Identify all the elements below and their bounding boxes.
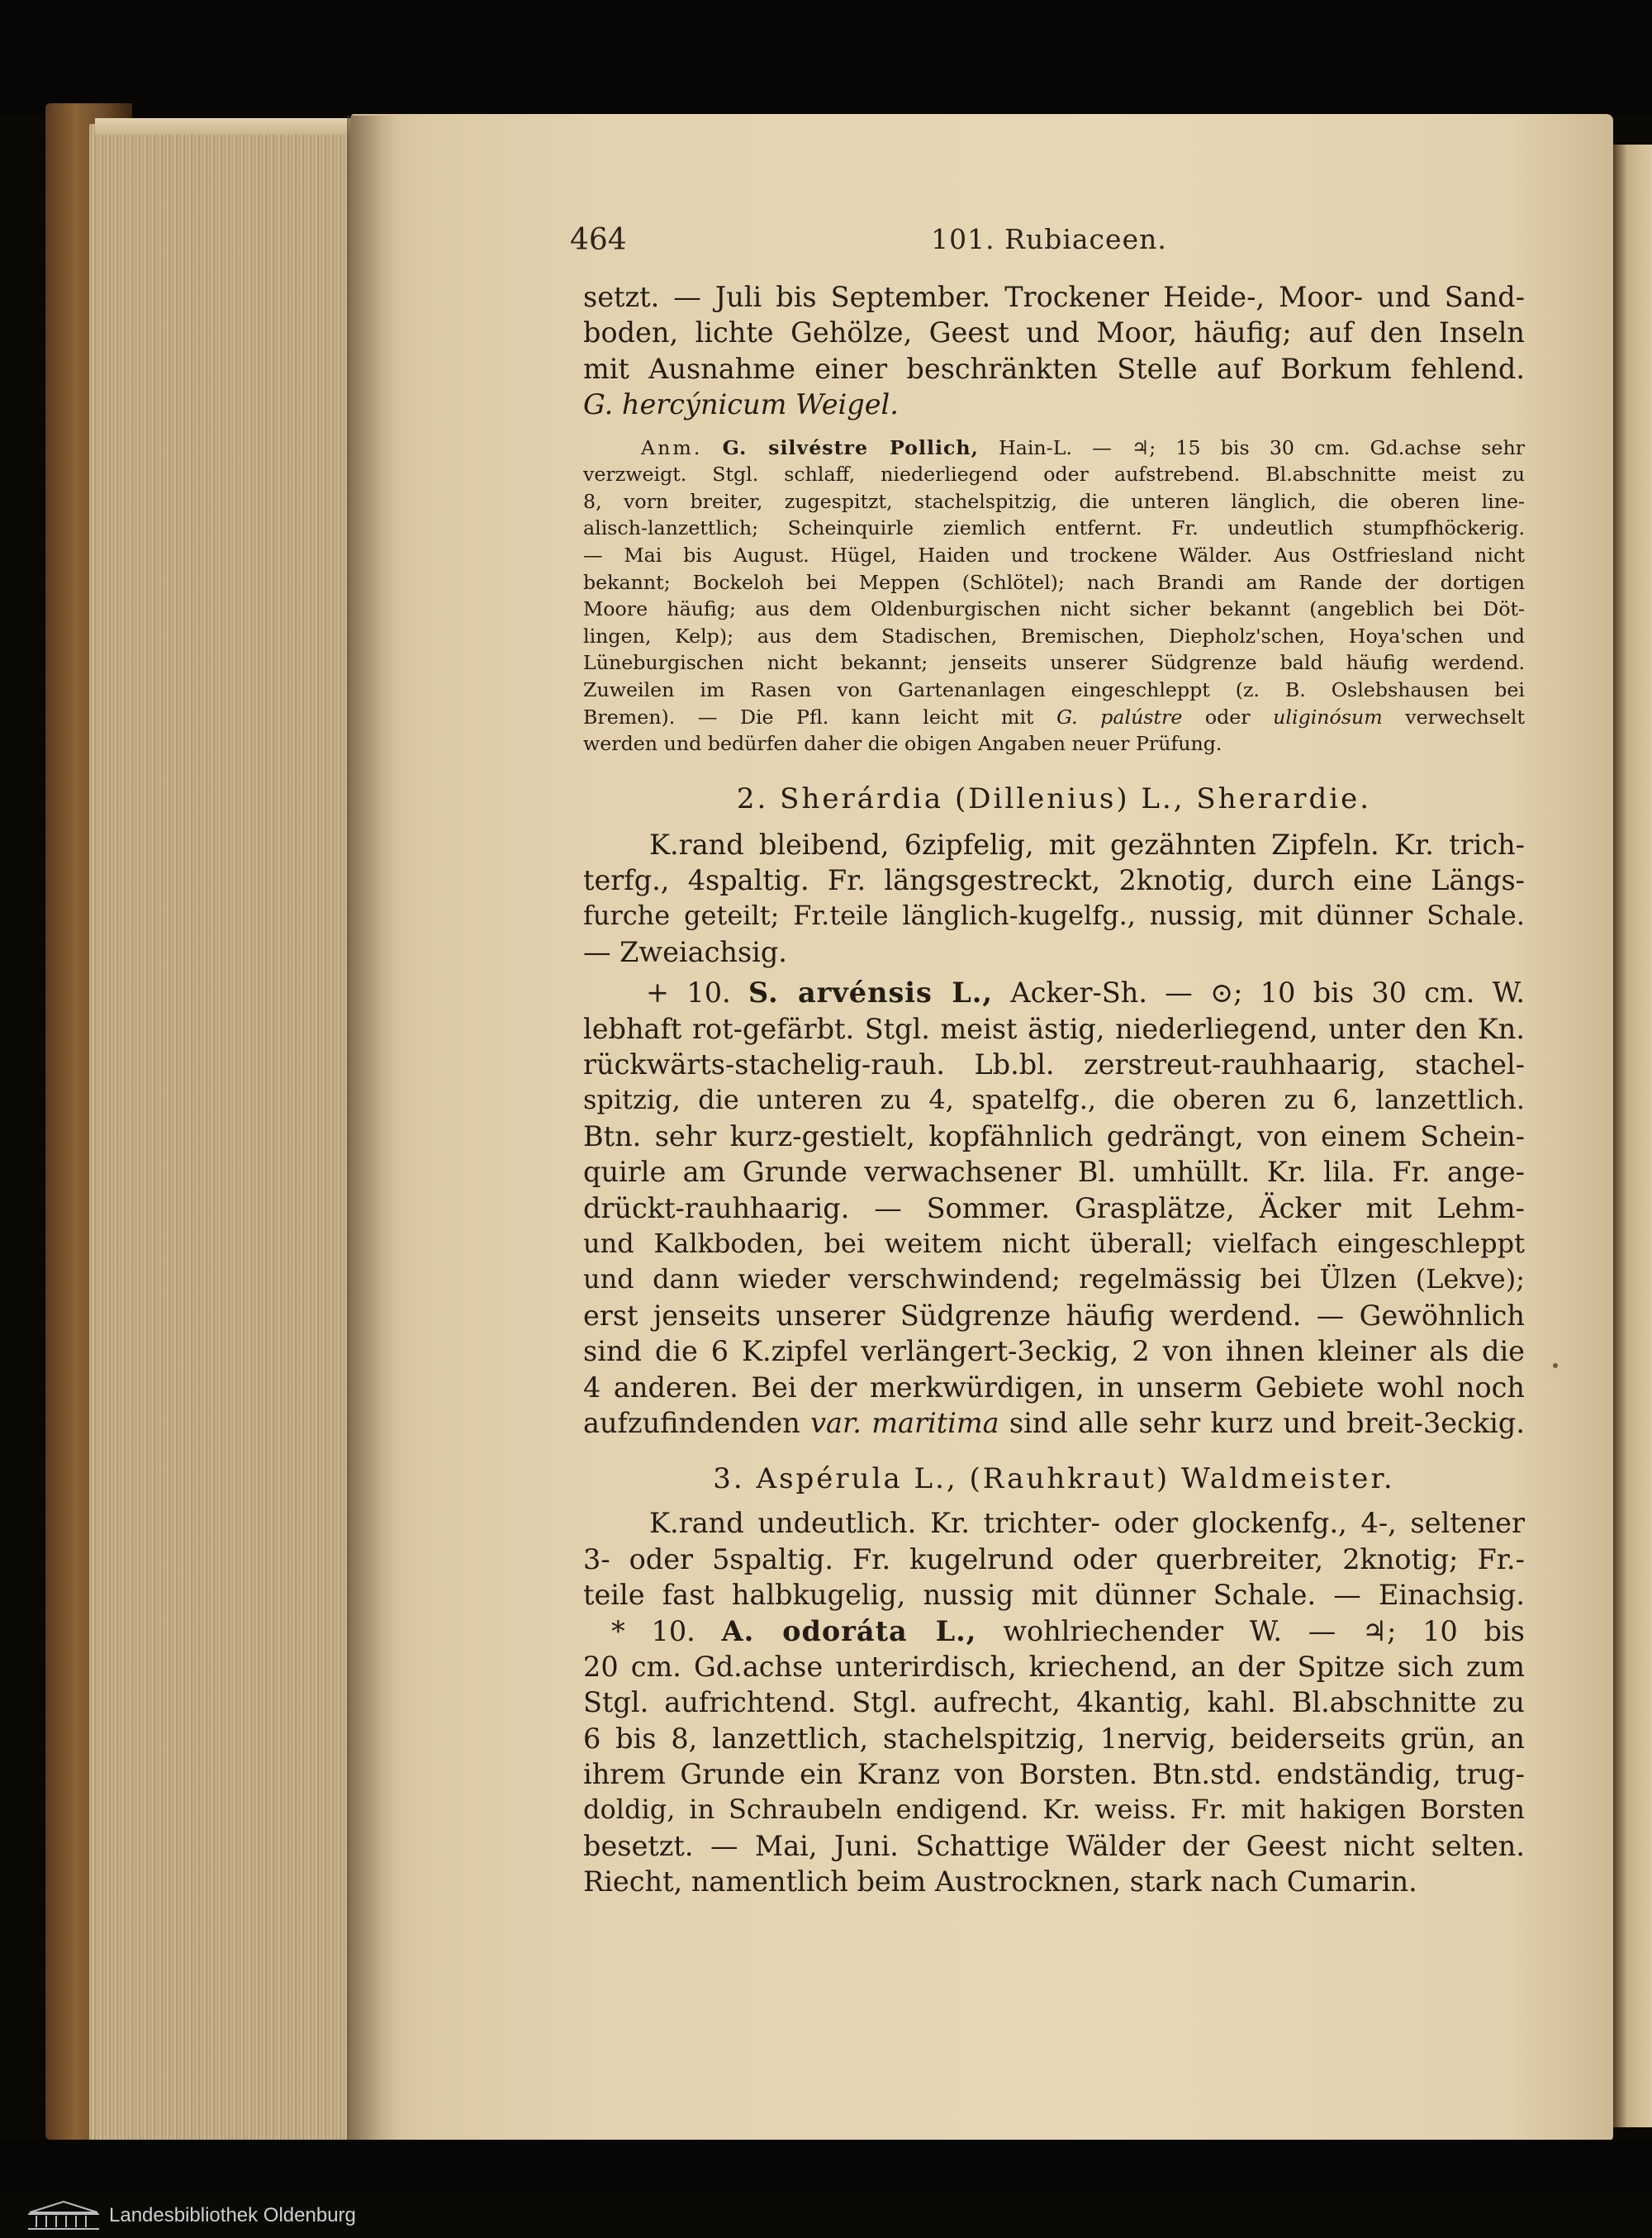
genus-description — [583, 1505, 1525, 1613]
text-line: boden, lichte Gehölze, Geest und Moor, häufig; auf den Inseln — [583, 316, 1525, 349]
page-number: 464 — [570, 223, 627, 257]
synonym: G. hercýnicum Weigel. — [583, 388, 899, 421]
margin-speck — [1553, 1363, 1558, 1368]
species-ref: uliginósum — [1273, 705, 1383, 729]
text-line: sind die 6 K.zipfel verlängert-3eckig, 2 von ihnen kleiner als die — [583, 1335, 1525, 1368]
text-line: Moore häufig; aus dem Oldenburgischen nicht sicher bekannt (angeblich bei Döt- — [583, 597, 1525, 621]
page-stack — [89, 124, 362, 2140]
text-line: alisch-lanzettlich; Scheinquirle ziemlich entfernt. Fr. undeutlich stumpfhöckerig. — [583, 516, 1525, 540]
page-header — [570, 223, 1528, 273]
text-line: teile fast halbkugelig, nussig mit dünner Schale. — Einachsig. — [583, 1579, 1525, 1612]
annotation-text: Bremen). — Die Pfl. kann leicht mit — [583, 705, 1034, 729]
text-line: Btn. sehr kurz-gestielt, kopfähnlich gedrängt, von einem Schein- — [583, 1119, 1525, 1152]
running-head: 101. Rubiaceen. — [931, 223, 1167, 255]
text-line: drückt-rauhhaarig. — Sommer. Grasplätze, Äcker mit Lehm- — [583, 1191, 1525, 1224]
text-line: erst jenseits unserer Südgrenze häufig werdend. — Gewöhnlich — [583, 1299, 1525, 1332]
genus-heading: 3. Aspérula L., (Rauhkraut) Waldmeister. — [713, 1462, 1395, 1496]
page-text — [583, 279, 1525, 1900]
text-line — [583, 435, 1525, 462]
text-line: terfg., 4spaltig. Fr. längsgestreckt, 2knotig, durch eine Längs- — [583, 864, 1525, 897]
facing-page-edge — [1611, 145, 1652, 2127]
text-line: furche geteilt; Fr.teile länglich-kugelfg., nussig, mit dünner Schale. — [583, 900, 1525, 932]
text-line: Zuweilen im Rasen von Gartenanlagen eingeschleppt (z. B. Oslebshausen bei — [583, 677, 1525, 701]
text-line — [583, 387, 1525, 422]
text-line: lebhaft rot-gefärbt. Stgl. meist ästig, niederliegend, unter den Kn. — [583, 1012, 1525, 1045]
library-name: Landesbibliothek Oldenburg — [109, 2204, 356, 2226]
text-line: 20 cm. Gd.achse unterirdisch, kriechend, an der Spitze sich zum — [583, 1650, 1525, 1683]
text-line: quirle am Grunde verwachsener Bl. umhüllt. Kr. lila. Fr. ange- — [583, 1156, 1525, 1189]
text-line: — Zweiachsig. — [583, 935, 787, 968]
text-line: 8, vorn breiter, zugespitzt, stachelspitzig, die unteren länglich, die oberen line- — [583, 489, 1525, 513]
species-name: S. arvénsis L., — [748, 976, 994, 1010]
species-name: G. silvéstre Pollich, — [722, 435, 979, 459]
genus-heading: 2. Sherárdia (Dillenius) L., Sherardie. — [736, 782, 1372, 815]
scan-background-top — [0, 0, 1652, 116]
annotation-label: Anm. — [641, 435, 703, 459]
library-building-icon — [25, 2199, 102, 2232]
species-entry — [583, 975, 1525, 1441]
text-line: K.rand bleibend, 6zipfelig, mit gezähnten Zipfeln. Kr. trich- — [649, 828, 1525, 861]
text-line: lingen, Kelp); aus dem Stadischen, Bremischen, Diepholz'schen, Hoya'schen und — [583, 624, 1525, 648]
text-line: rückwärts-stachelig-rauh. Lb.bl. zerstreut-rauhhaarig, stachel- — [583, 1048, 1525, 1081]
annotation-text: verwechselt — [1405, 705, 1525, 729]
species-text: Acker-Sh. — ⊙; 10 bis 30 cm. W. — [1010, 976, 1525, 1010]
scan-background-bottom — [0, 2140, 1652, 2193]
species-text: sind alle sehr kurz und breit-3eckig. — [1009, 1406, 1525, 1439]
text-line — [583, 1613, 1525, 1649]
annotation-text: Hain-L. — ♃; 15 bis 30 cm. Gd.achse sehr — [999, 435, 1525, 459]
annotation-text: oder — [1204, 705, 1251, 729]
text-line: spitzig, die unteren zu 4, spatelfg., die oberen zu 6, lanzettlich. — [583, 1084, 1525, 1116]
text-line: Riecht, namentlich beim Austrocknen, stark nach Cumarin. — [583, 1865, 1417, 1898]
annotation-block — [583, 435, 1525, 758]
text-line: 3- oder 5spaltig. Fr. kugelrund oder querbreiter, 2knotig; Fr.- — [583, 1542, 1525, 1575]
text-line — [583, 704, 1525, 731]
text-line: setzt. — Juli bis September. Trockener Heide-, Moor- und Sand- — [583, 281, 1525, 313]
text-line: und dann wieder verschwindend; regelmässig bei Ülzen (Lekve); — [583, 1263, 1525, 1295]
species-text: wohlriechender W. — ♃; 10 bis — [1003, 1614, 1525, 1647]
species-number: + 10. — [646, 976, 731, 1010]
page-stack-top — [95, 118, 368, 135]
text-line: mit Ausnahme einer beschränkten Stelle auf Borkum fehlend. — [583, 352, 1525, 385]
text-line — [583, 975, 1525, 1010]
text-line: besetzt. — Mai, Juni. Schattige Wälder der Geest nicht selten. — [583, 1829, 1525, 1862]
species-number: * 10. — [611, 1614, 695, 1647]
variety-name: var. maritima — [810, 1406, 999, 1439]
text-line: — Mai bis August. Hügel, Haiden und trockene Wälder. Aus Ostfriesland nicht — [583, 543, 1525, 567]
text-line: verzweigt. Stgl. schlaff, niederliegend oder aufstrebend. Bl.abschnitte meist zu — [583, 463, 1525, 487]
continuation-paragraph — [583, 279, 1525, 423]
text-line: K.rand undeutlich. Kr. trichter- oder glockenfg., 4-, seltener — [649, 1507, 1525, 1540]
text-line: Stgl. aufrichtend. Stgl. aufrecht, 4kantig, kahl. Bl.abschnitte zu — [583, 1686, 1525, 1719]
page-gutter-shadow — [347, 116, 396, 2140]
species-ref: G. palústre — [1056, 705, 1183, 729]
species-entry — [583, 1613, 1525, 1900]
text-line: werden und bedürfen daher die obigen Angaben neuer Prüfung. — [583, 732, 1222, 756]
text-line: doldig, in Schraubeln endigend. Kr. weiss. Fr. mit hakigen Borsten — [583, 1794, 1525, 1826]
text-line: und Kalkboden, bei weitem nicht überall; vielfach eingeschleppt — [583, 1227, 1525, 1259]
species-text: aufzufindenden — [583, 1406, 800, 1439]
text-line — [583, 1405, 1525, 1441]
text-line: 4 anderen. Bei der merkwürdigen, in unserm Gebiete wohl noch — [583, 1371, 1525, 1404]
text-line: 6 bis 8, lanzettlich, stachelspitzig, 1nervig, beiderseits grün, an — [583, 1722, 1525, 1755]
text-line: ihrem Grunde ein Kranz von Borsten. Btn.std. endständig, trug- — [583, 1758, 1525, 1791]
species-name: A. odoráta L., — [721, 1614, 977, 1647]
text-line: bekannt; Bockeloh bei Meppen (Schlötel); nach Brandi am Rande der dortigen — [583, 570, 1525, 594]
genus-description — [583, 827, 1525, 971]
text-line: Lüneburgischen nicht bekannt; jenseits unserer Südgrenze bald häufig werdend. — [583, 651, 1525, 675]
